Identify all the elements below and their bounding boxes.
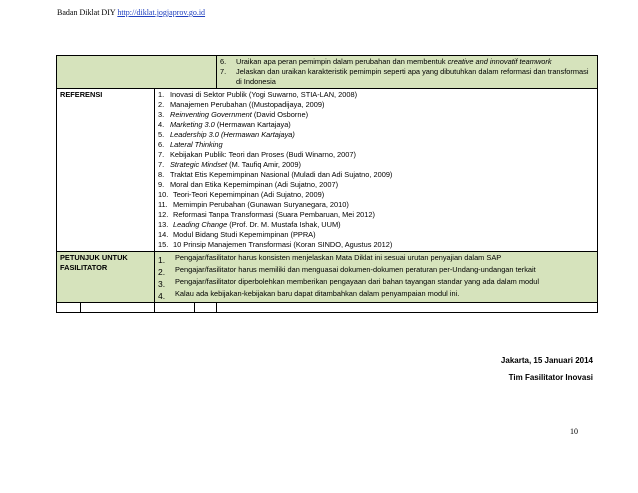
list-item: 6. Lateral Thinking <box>158 140 223 149</box>
objectives-empty-cell <box>57 56 217 89</box>
list-item: 1. Inovasi di Sektor Publik (Yogi Suwarno, STIA-LAN, 2008) <box>158 90 358 99</box>
petunjuk-row <box>57 252 598 303</box>
empty-cell <box>155 303 195 313</box>
list-item: 7. Strategic Mindset (M. Taufiq Amir, 2009) <box>158 160 301 169</box>
list-item: 12. Reformasi Tanpa Transformasi (Suara Pembaruan, Mei 2012) <box>158 210 375 219</box>
empty-cell <box>195 303 217 313</box>
header-org: Badan Diklat DIY <box>57 8 116 17</box>
list-item: 7. Jelaskan dan uraikan karakteristik pemimpin seperti apa yang dibutuhkan dalam reformasi dan transformasi di Indonesia <box>220 67 589 86</box>
list-item: 4. Marketing 3.0 (Hermawan Kartajaya) <box>158 120 291 129</box>
petunjuk-cell <box>155 252 598 303</box>
petunjuk-label: PETUNJUK UNTUK FASILITATOR <box>57 252 155 303</box>
list-item: 14. Modul Bidang Studi Kepemimpinan (PPRA) <box>158 230 316 239</box>
list-item: 11. Memimpin Perubahan (Gunawan Suryanegara, 2010) <box>158 200 349 209</box>
list-item: 2. Manajemen Perubahan ((Mustopadijaya, 2009) <box>158 100 325 109</box>
empty-cell <box>57 303 81 313</box>
list-item: 15. 10 Prinsip Manajemen Transformasi (Koran SINDO, Agustus 2012) <box>158 240 393 249</box>
objectives-row <box>57 56 598 89</box>
signature-team: Tim Fasilitator Inovasi <box>508 373 593 382</box>
list-item: 8. Traktat Etis Kepemimpinan Nasional (Muladi dan Adi Sujatno, 2009) <box>158 170 393 179</box>
list-item: 6. Uraikan apa peran pemimpin dalam perubahan dan membentuk creative and innovatif teamwork <box>220 57 552 66</box>
empty-row <box>57 303 598 313</box>
petunjuk-list <box>158 253 594 301</box>
objectives-list <box>220 57 594 87</box>
referensi-cell <box>155 89 598 252</box>
signature-place-date: Jakarta, 15 Januari 2014 <box>500 356 593 365</box>
list-item: 9. Moral dan Etika Kepemimpinan (Adi Sujatno, 2007) <box>158 180 339 189</box>
list-item: 5. Leadership 3.0 (Hermawan Kartajaya) <box>158 130 295 139</box>
page-number: 10 <box>570 427 578 436</box>
list-item: 13. Leading Change (Prof. Dr. M. Mustafa Ishak, UUM) <box>158 220 341 229</box>
list-item: 7. Kebijakan Publik: Teori dan Proses (Budi Winarno, 2007) <box>158 150 356 159</box>
objectives-cell <box>217 56 598 89</box>
page-header <box>57 8 205 17</box>
list-item: 1. Pengajar/fasilitator harus konsisten menjelaskan Mata Diklat ini sesuai urutan penyajian dalam SAP <box>158 253 502 265</box>
empty-cell <box>217 303 598 313</box>
module-table <box>56 55 598 313</box>
list-item: 4. Kalau ada kebijakan-kebijakan baru dapat ditambahkan dalam penyampaian modul ini. <box>158 289 460 301</box>
empty-cell <box>81 303 155 313</box>
referensi-row <box>57 89 598 252</box>
referensi-label: REFERENSI <box>57 89 155 252</box>
list-item: 3. Pengajar/fasilitator diperbolehkan memberikan pengayaan dari bahan tayangan standar yang ada dalam modul <box>158 277 540 289</box>
list-item: 2. Pengajar/fasilitator harus memiliki dan menguasai dokumen-dokumen peraturan per-Undang-undangan terkait <box>158 265 536 277</box>
list-item: 10. Teori-Teori Kepemimpinan (Adi Sujatno, 2009) <box>158 190 325 199</box>
referensi-list <box>158 90 594 250</box>
list-item: 3. Reinventing Government (David Osborne) <box>158 110 309 119</box>
header-url-link[interactable]: http://diklat.jogjaprov.go.id <box>117 8 206 17</box>
